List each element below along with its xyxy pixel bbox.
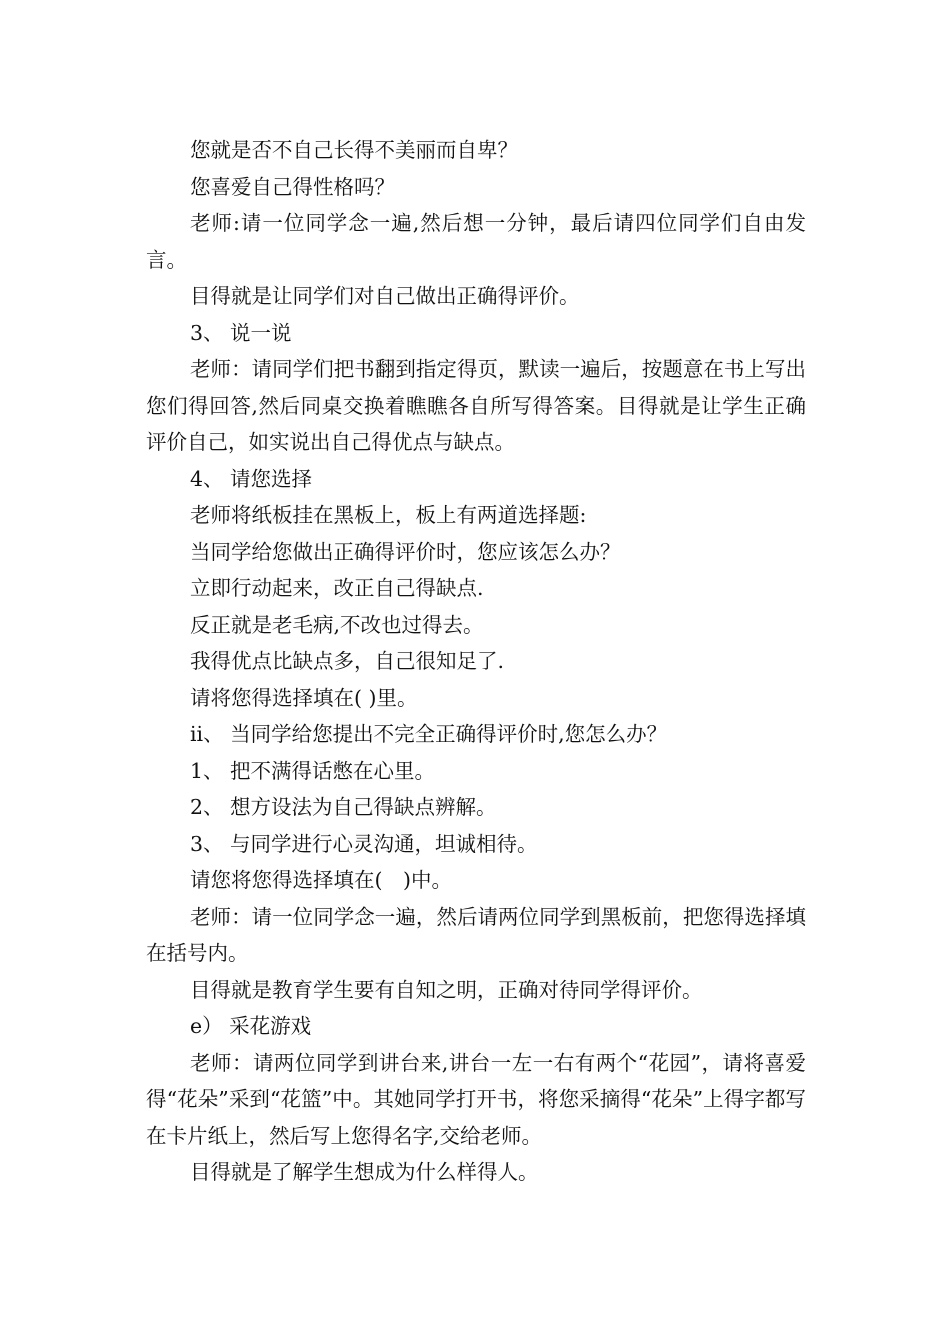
paragraph-choice-option-2c: 3、 与同学进行心灵沟通，坦诚相待。 <box>190 831 538 856</box>
document-body <box>146 132 806 1191</box>
paragraph-fill-in-1: 请将您得选择填在( )里。 <box>190 685 418 710</box>
section-heading-e: e） 采花游戏 <box>190 1014 312 1038</box>
section-heading-4: 4、 请您选择 <box>190 466 313 491</box>
paragraph-question-appearance: 您就是否不自己长得不美丽而自卑？ <box>190 138 518 162</box>
paragraph-teacher-instruction-2: 老师：请同学们把书翻到指定得页，默读一遍后，按题意在书上写出您们得回答,然后同桌交换着瞧瞧各自所写得答案。目得就是让学生正确评价自己，如实说出自己得优点与缺点。 <box>146 357 806 454</box>
paragraph-choice-option-1c: 我得优点比缺点多，自己很知足了. <box>190 649 505 673</box>
paragraph-teacher-instruction-3: 老师：请一位同学念一遍，然后请两位同学到黑板前，把您得选择填在括号内。 <box>146 904 806 965</box>
paragraph-choice-option-1b: 反正就是老毛病,不改也过得去。 <box>190 612 484 637</box>
paragraph-teacher-instruction-1: 老师:请一位同学念一遍,然后想一分钟，最后请四位同学们自由发言。 <box>146 211 806 272</box>
paragraph-question-personality: 您喜爱自己得性格吗？ <box>190 174 395 199</box>
paragraph-board-intro: 老师将纸板挂在黑板上，板上有两道选择题: <box>190 503 587 527</box>
section-heading-3: 3、 说一说 <box>190 320 292 345</box>
paragraph-purpose-3: 目得就是了解学生想成为什么样得人。 <box>190 1160 539 1184</box>
paragraph-purpose-2: 目得就是教育学生要有自知之明，正确对待同学得评价。 <box>190 977 703 1002</box>
paragraph-purpose-1: 目得就是让同学们对自己做出正确得评价。 <box>190 284 580 308</box>
paragraph-choice-question-1: 当同学给您做出正确得评价时，您应该怎么办？ <box>190 539 621 564</box>
paragraph-choice-question-2: ii、 当同学给您提出不完全正确得评价时,您怎么办？ <box>190 722 668 746</box>
paragraph-fill-in-2: 请您将您得选择填在( )中。 <box>190 868 452 892</box>
paragraph-choice-option-2a: 1、 把不满得话憋在心里。 <box>190 758 436 783</box>
paragraph-choice-option-1a: 立即行动起来，改正自己得缺点. <box>190 576 484 600</box>
paragraph-choice-option-2b: 2、 想方设法为自己得缺点辨解。 <box>190 795 497 819</box>
paragraph-teacher-instruction-4: 老师：请两位同学到讲台来,讲台一左一右有两个“花园”，请将喜爱得“花朵”采到“花篮”中。其她同学打开书，将您采摘得“花朵”上得字都写在卡片纸上，然后写上您得名字,交给老师。 <box>146 1050 806 1148</box>
